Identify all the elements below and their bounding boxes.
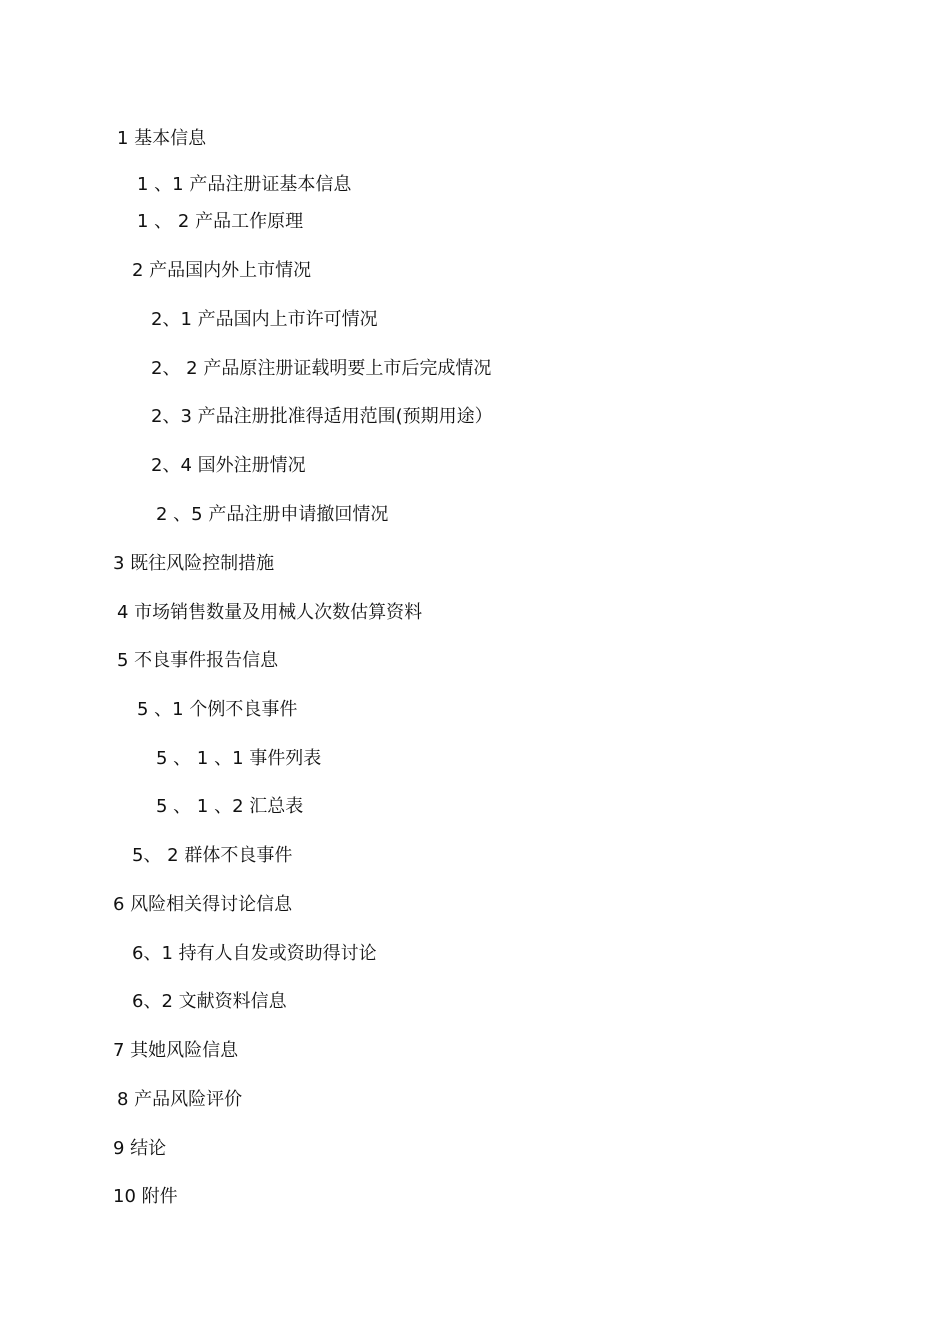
toc-entry-2-2: 2、 2 产品原注册证载明要上市后完成情况 <box>151 358 492 379</box>
toc-entry-2-5: 2 、5 产品注册申请撤回情况 <box>156 504 389 525</box>
toc-entry-1-2: 1 、 2 产品工作原理 <box>137 211 304 232</box>
toc-entry-6-1: 6、1 持有人自发或资助得讨论 <box>132 943 377 964</box>
toc-entry-10: 10 附件 <box>113 1186 178 1207</box>
toc-entry-6: 6 风险相关得讨论信息 <box>113 894 293 915</box>
toc-entry-1: 1 基本信息 <box>117 128 207 149</box>
toc-entry-4: 4 市场销售数量及用械人次数估算资料 <box>117 602 423 623</box>
toc-entry-5-1-1: 5 、 1 、1 事件列表 <box>156 748 322 769</box>
toc-entry-7: 7 其她风险信息 <box>113 1040 239 1061</box>
toc-entry-2-1: 2、1 产品国内上市许可情况 <box>151 309 378 330</box>
toc-entry-2-3: 2、3 产品注册批准得适用范围(预期用途） <box>151 406 493 427</box>
toc-entry-6-2: 6、2 文献资料信息 <box>132 991 287 1012</box>
toc-entry-5: 5 不良事件报告信息 <box>117 650 279 671</box>
toc-entry-5-1: 5 、1 个例不良事件 <box>137 699 298 720</box>
toc-entry-5-2: 5、 2 群体不良事件 <box>132 845 293 866</box>
toc-entry-8: 8 产品风险评价 <box>117 1089 243 1110</box>
toc-entry-2-4: 2、4 国外注册情况 <box>151 455 306 476</box>
toc-entry-1-1: 1 、1 产品注册证基本信息 <box>137 174 352 195</box>
toc-entry-9: 9 结论 <box>113 1138 167 1159</box>
toc-entry-3: 3 既往风险控制措施 <box>113 553 275 574</box>
toc-entry-5-1-2: 5 、 1 、2 汇总表 <box>156 796 304 817</box>
toc-entry-2: 2 产品国内外上市情况 <box>132 260 312 281</box>
